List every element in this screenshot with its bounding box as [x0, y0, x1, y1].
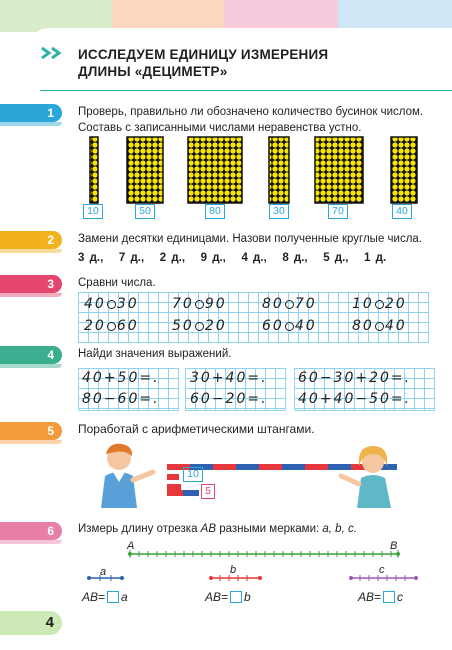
- compare-1-right: 30: [116, 296, 139, 312]
- expr-3: 60−30+20=.: [298, 370, 412, 386]
- title-line-1: ИССЛЕДУЕМ ЕДИНИЦУ ИЗМЕРЕНИЯ: [78, 47, 329, 62]
- compare-7-right: 40: [294, 318, 317, 334]
- task-number-5: 5: [0, 422, 62, 440]
- answer-box-a[interactable]: [107, 591, 119, 603]
- title-line-2: ДЛИНЫ «ДЕЦИМЕТР»: [78, 64, 228, 79]
- expr-2: 30+40=.: [190, 370, 268, 386]
- measure-c-label: c: [379, 564, 385, 576]
- measure-a-label: a: [100, 566, 107, 578]
- measure-b-label: b: [230, 564, 237, 576]
- page-number: 4: [0, 611, 62, 635]
- task-6-mid: разными мерками:: [216, 523, 323, 535]
- compare-8-right: 40: [384, 318, 407, 334]
- compare-6: [172, 318, 227, 334]
- compare-8-left: 80: [352, 318, 374, 334]
- segment-ab-ruler: [126, 548, 406, 560]
- answer-box-b[interactable]: [230, 591, 242, 603]
- eq-measure-b: b: [244, 590, 251, 604]
- bead-bar-70: [315, 137, 363, 203]
- compare-5: [84, 318, 139, 334]
- answer-box-c[interactable]: [383, 591, 395, 603]
- task-1-text: [78, 104, 423, 136]
- task-number-1: 1: [0, 104, 62, 122]
- compare-2-right: 90: [204, 296, 227, 312]
- task-5-text: Поработай с арифметическими штангами.: [78, 422, 315, 436]
- bead-label-70: 70: [328, 204, 348, 219]
- boy-illustration: [101, 444, 153, 508]
- measure-c-segment: [348, 573, 420, 583]
- eq-prefix: AB=: [82, 590, 106, 604]
- compare-circle[interactable]: [107, 300, 116, 309]
- segment-ab: AB: [200, 523, 217, 535]
- bead-label-50: 50: [135, 204, 155, 219]
- arithmetic-bars-scene: [95, 442, 405, 510]
- page-title: [78, 46, 328, 80]
- girl-illustration: [341, 446, 391, 508]
- compare-4-right: 20: [384, 296, 407, 312]
- compare-7: [262, 318, 317, 334]
- task-number-6: 6: [0, 522, 62, 540]
- task-1-line-1: Проверь, правильно ли обозначено количество бусинок числом.: [78, 106, 424, 118]
- bar-one: [167, 474, 179, 480]
- task-1-line-2: Составь с записанными числами неравенства устно.: [78, 122, 362, 134]
- compare-4-left: 10: [352, 296, 374, 312]
- compare-4: [352, 296, 407, 312]
- compare-2: [172, 296, 227, 312]
- bead-bar-10: [90, 137, 98, 203]
- point-b-label: B: [390, 540, 398, 552]
- point-a-label: A: [127, 540, 135, 552]
- header-divider: [40, 90, 452, 91]
- measure-b-segment: [208, 573, 264, 583]
- compare-1-left: 40: [84, 296, 106, 312]
- bead-bar-40: [391, 137, 417, 203]
- compare-7-left: 60: [262, 318, 284, 334]
- compare-circle[interactable]: [285, 300, 294, 309]
- bar-label-10: 10: [183, 467, 203, 482]
- bead-label-80: 80: [205, 204, 225, 219]
- chevron-double-icon: [40, 46, 70, 60]
- expr-6: 40+40−50=.: [298, 391, 412, 407]
- bead-label-30: 30: [269, 204, 289, 219]
- task-2-text: Замени десятки единицами. Назови полученные круглые числа.: [78, 233, 423, 245]
- measure-letters: a, b, c.: [322, 523, 357, 535]
- answer-c: [358, 590, 403, 604]
- answer-a: [82, 590, 128, 604]
- eq-measure-c: c: [397, 590, 404, 604]
- bead-bar-50: [127, 137, 163, 203]
- compare-6-left: 50: [172, 318, 194, 334]
- task-4-text: Найди значения выражений.: [78, 348, 232, 360]
- bar-label-5: 5: [201, 484, 215, 499]
- tens-list: 3 д., 7 д., 2 д., 9 д., 4 д., 8 д., 5 д., 1 д.: [78, 252, 387, 264]
- expr-4: 80−60=.: [82, 391, 160, 407]
- task-3-text: Сравни числа.: [78, 277, 156, 289]
- compare-3-right: 70: [294, 296, 317, 312]
- compare-circle[interactable]: [107, 322, 116, 331]
- bar-ten-red: [167, 484, 181, 490]
- compare-3-left: 80: [262, 296, 284, 312]
- expr-5: 60−20=.: [190, 391, 268, 407]
- compare-6-right: 20: [204, 318, 227, 334]
- bead-bar-80: [188, 137, 242, 203]
- eq-measure-a: a: [121, 590, 128, 604]
- bead-label-10: 10: [83, 204, 103, 219]
- bar-five: [167, 490, 199, 496]
- expr-1: 40+50=.: [82, 370, 160, 386]
- compare-1: [84, 296, 139, 312]
- compare-circle[interactable]: [195, 322, 204, 331]
- compare-circle[interactable]: [375, 322, 384, 331]
- measure-a-segment: [86, 573, 126, 583]
- task-6-text: [78, 521, 357, 537]
- compare-circle[interactable]: [195, 300, 204, 309]
- compare-8: [352, 318, 407, 334]
- task-6-pre: Измерь длину отрезка: [78, 523, 201, 535]
- task-number-3: 3: [0, 275, 62, 293]
- compare-2-left: 70: [172, 296, 194, 312]
- compare-5-left: 20: [84, 318, 106, 334]
- compare-circle[interactable]: [375, 300, 384, 309]
- compare-5-right: 60: [116, 318, 139, 334]
- bead-bars: [80, 136, 440, 208]
- eq-prefix: AB=: [358, 590, 382, 604]
- bead-label-40: 40: [392, 204, 412, 219]
- compare-3: [262, 296, 317, 312]
- compare-circle[interactable]: [285, 322, 294, 331]
- eq-prefix: AB=: [205, 590, 229, 604]
- task-number-2: 2: [0, 231, 62, 249]
- task-number-4: 4: [0, 346, 62, 364]
- answer-b: [205, 590, 251, 604]
- bead-bar-30: [269, 137, 289, 203]
